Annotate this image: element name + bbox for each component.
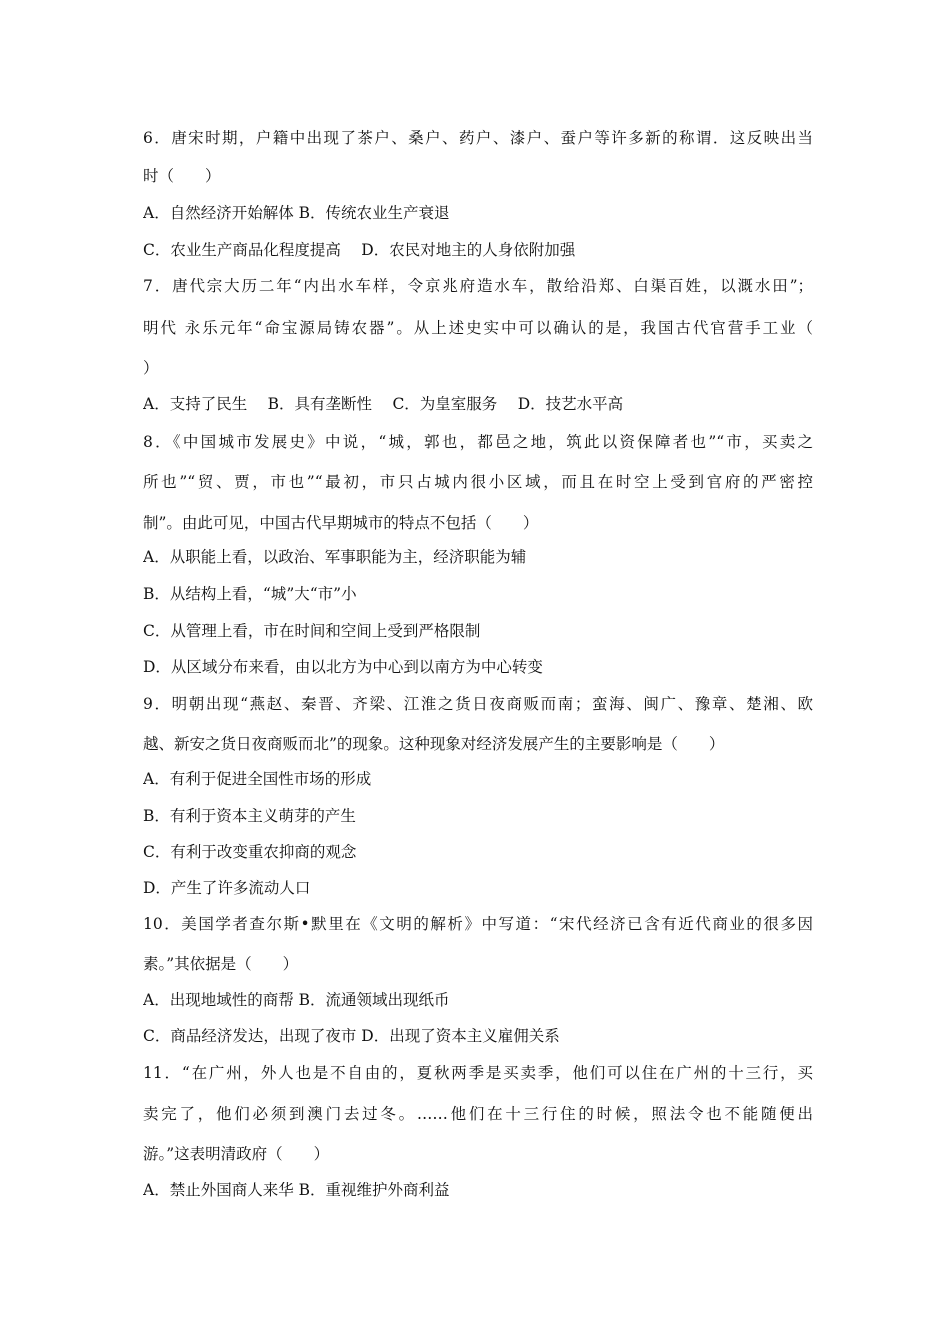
- question-10-option-line-1: A．出现地域性的商帮 B．流通领域出现纸币: [143, 991, 450, 1009]
- question-9-stem-line-1: 9．明朝出现“燕赵、秦晋、齐梁、江淮之货日夜商贩而南；蛮海、闽广、豫章、楚湘、欧: [143, 695, 813, 713]
- question-6-option-line-1: A．自然经济开始解体 B．传统农业生产衰退: [143, 204, 450, 222]
- question-9-stem-line-2: 越、新安之货日夜商贩而北”的现象。这种现象对经济发展产生的主要影响是（ ）: [143, 735, 725, 753]
- question-8-option-line-2: B．从结构上看，“城”大“市”小: [143, 585, 357, 603]
- question-7-option-line-1: A．支持了民生 B．具有垄断性 C．为皇室服务 D．技艺水平高: [143, 395, 624, 413]
- question-6-stem-line-2: 时（ ）: [143, 167, 221, 185]
- question-8-option-line-3: C．从管理上看，市在时间和空间上受到严格限制: [143, 622, 481, 640]
- question-6-option-line-2: C．农业生产商品化程度提高 D．农民对地主的人身依附加强: [143, 241, 576, 259]
- question-8-stem-line-3: 制”。由此可见，中国古代早期城市的特点不包括（ ）: [143, 514, 539, 532]
- question-9-option-line-3: C．有利于改变重农抑商的观念: [143, 843, 357, 861]
- question-10-stem-line-1: 10．美国学者查尔斯•默里在《文明的解析》中写道：“宋代经济已含有近代商业的很多因: [143, 915, 813, 933]
- question-8-option-line-4: D．从区域分布来看，由以北方为中心到以南方为中心转变: [143, 658, 543, 676]
- question-11-stem-line-3: 游。”这表明清政府（ ）: [143, 1145, 330, 1163]
- question-7-stem-line-2: 明代 永乐元年“命宝源局铸农器”。从上述史实中可以确认的是，我国古代官营手工业（: [143, 319, 813, 337]
- question-11-stem-line-1: 11．“在广州，外人也是不自由的，夏秋两季是买卖季，他们可以住在广州的十三行，买: [143, 1064, 813, 1082]
- question-9-option-line-2: B．有利于资本主义萌芽的产生: [143, 807, 356, 825]
- question-8-stem-line-1: 8．《中国城市发展史》中说，“城，郭也，都邑之地，筑此以资保障者也”“市，买卖之: [143, 433, 813, 451]
- question-11-stem-line-2: 卖完了，他们必须到澳门去过冬。……他们在十三行住的时候，照法令也不能随便出: [143, 1105, 813, 1123]
- question-8-stem-line-2: 所也”“贸、贾，市也”“最初，市只占城内很小区域，而且在时空上受到官府的严密控: [143, 473, 813, 491]
- question-9-option-line-4: D．产生了许多流动人口: [143, 879, 311, 897]
- question-11-option-line-1: A．禁止外国商人来华 B．重视维护外商利益: [143, 1181, 450, 1199]
- question-8-option-line-1: A．从职能上看，以政治、军事职能为主，经济职能为辅: [143, 548, 527, 566]
- question-9-option-line-1: A．有利于促进全国性市场的形成: [143, 770, 372, 788]
- question-10-option-line-2: C．商品经济发达，出现了夜市 D．出现了资本主义雇佣关系: [143, 1027, 560, 1045]
- question-7-stem-line-1: 7．唐代宗大历二年“内出水车样，令京兆府造水车，散给沿郑、白渠百姓，以溉水田”；: [143, 277, 813, 295]
- question-10-stem-line-2: 素。”其依据是（ ）: [143, 955, 299, 973]
- question-7-stem-line-3: ）: [143, 359, 159, 377]
- question-6-stem-line-1: 6．唐宋时期，户籍中出现了茶户、桑户、药户、漆户、蚕户等许多新的称谓．这反映出当: [143, 129, 813, 147]
